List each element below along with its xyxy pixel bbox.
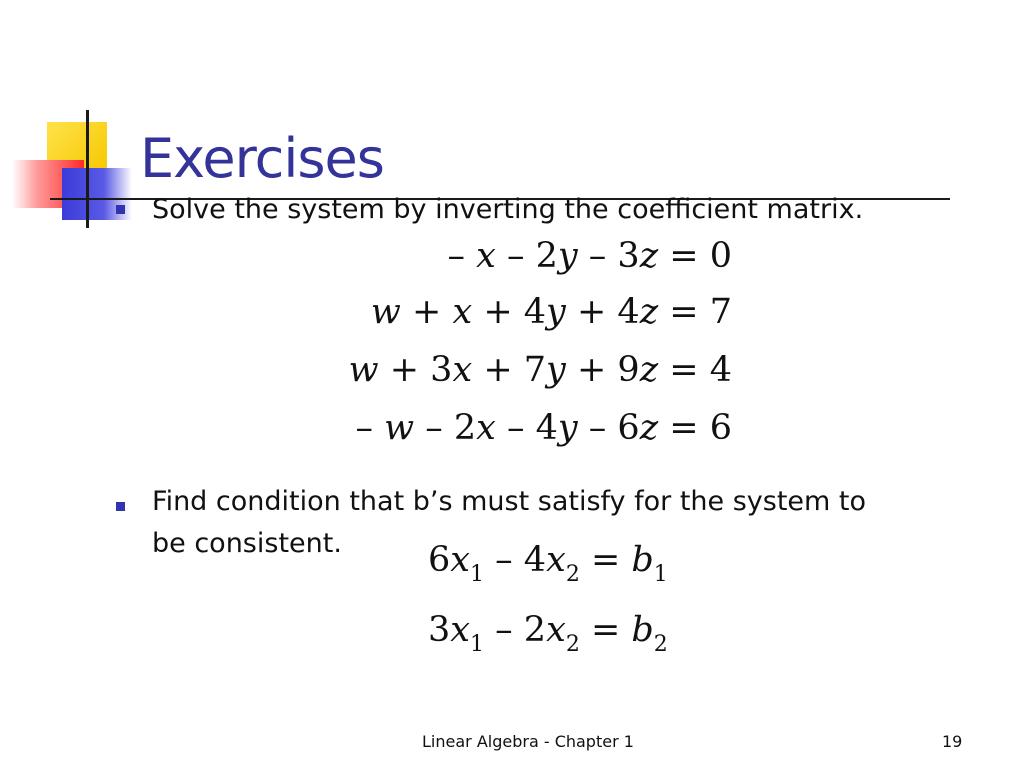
bullet-text-2-line2: be consistent. xyxy=(152,528,342,559)
page-number: 19 xyxy=(942,732,963,751)
equation-5: $6x_1 - 4x_2 = b_1$ xyxy=(428,540,668,587)
equation-3: w + 3x + 7y + 9z = 4 xyxy=(348,350,732,390)
bullet-icon xyxy=(116,502,125,511)
equation-6: $3x_1 - 2x_2 = b_2$ xyxy=(428,610,668,657)
slide-title: Exercises xyxy=(140,127,384,190)
equation-2: w + x + 4y + 4z = 7 xyxy=(370,292,732,332)
bullet-text-2-line1: Find condition that b’s must satisfy for the system to xyxy=(152,486,867,517)
bullet-text-1: Solve the system by inverting the coefficient matrix. xyxy=(152,194,864,225)
bullet-icon xyxy=(116,205,125,214)
equation-1: – x – 2y – 3z = 0 xyxy=(447,236,732,276)
logo-vertical-line xyxy=(86,110,89,228)
equation-4: – w – 2x – 4y – 6z = 6 xyxy=(355,408,732,448)
footer-title: Linear Algebra - Chapter 1 xyxy=(422,732,634,751)
